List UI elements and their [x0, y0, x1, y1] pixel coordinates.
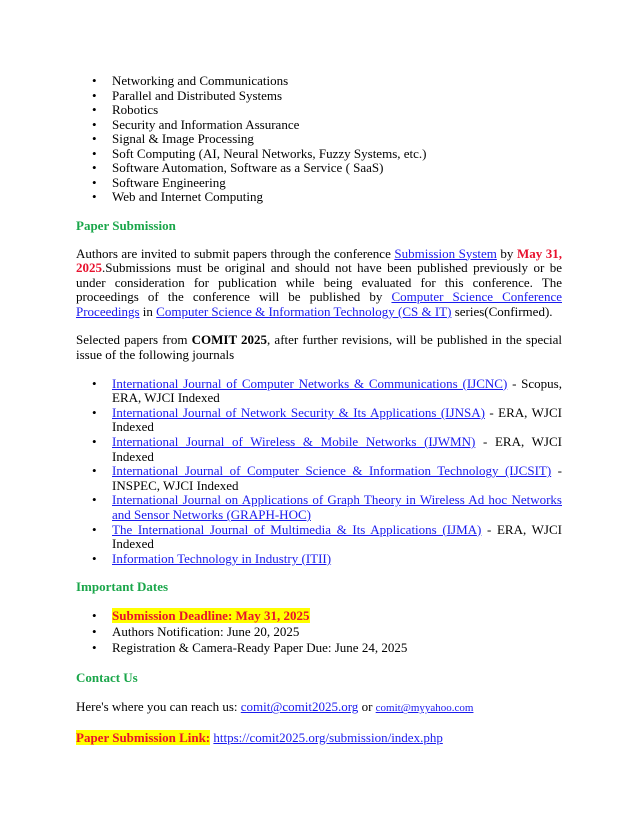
deadline-text: May 31, 2025	[76, 245, 563, 276]
journal-link[interactable]: International Journal of Network Security & Its Applications (IJNSA)	[112, 404, 485, 420]
list-item: • Authors Notification: June 20, 2025	[112, 624, 562, 640]
list-item: • Security and Information Assurance	[112, 118, 562, 133]
text: , after further revisions, will be published in the special issue of the following journals	[76, 332, 563, 363]
proceedings-link[interactable]: Computer Science Conference Proceedings	[76, 289, 562, 319]
conference-name: COMIT 2025	[191, 332, 268, 348]
list-item: • Parallel and Distributed Systems	[112, 89, 562, 104]
list-item	[112, 377, 562, 406]
cs-it-series-link[interactable]: Computer Science & Information Technology (CS & IT)	[156, 303, 452, 319]
text: Authors are invited to submit papers through the conference	[76, 245, 395, 261]
text: .Submissions must be original and should not have been published previously or be under consideration for publication while being evaluated for this conference. The proceedings of the conference will be published by	[76, 260, 562, 305]
journal-link[interactable]: International Journal of Computer Science & Information Technology (IJCSIT)	[112, 463, 552, 479]
list-item: • Registration & Camera-Ready Paper Due: June 24, 2025	[112, 640, 562, 656]
text: in	[139, 303, 157, 319]
journal-link[interactable]: International Journal on Applications of Graph Theory in Wireless Ad hoc Networks and Sensor Networks (GRAPH-HOC)	[112, 492, 562, 522]
text: by	[496, 245, 517, 261]
list-item: • Software Engineering	[112, 176, 562, 191]
journal-link[interactable]: International Journal of Computer Networks & Communications (IJCNC)	[112, 375, 508, 391]
journal-index: - Scopus, ERA, WJCI Indexed	[112, 375, 562, 406]
list-item: • Networking and Communications	[112, 74, 562, 89]
submission-system-link[interactable]: Submission System	[394, 245, 497, 261]
text: Selected papers from	[76, 332, 192, 348]
submission-link-label: Paper Submission Link:	[76, 729, 211, 745]
list-item	[112, 523, 562, 552]
journal-index: - ERA, WJCI Indexed	[112, 404, 562, 435]
submission-paragraph	[76, 247, 562, 320]
selected-papers-paragraph	[76, 333, 562, 362]
text: Here's where you can reach us:	[76, 699, 241, 715]
list-item	[112, 608, 562, 624]
list-item: • Web and Internet Computing	[112, 190, 562, 205]
journal-link[interactable]: The International Journal of Multimedia & Its Applications (IJMA)	[112, 521, 482, 537]
journal-index: - INSPEC, WJCI Indexed	[112, 463, 562, 493]
contact-heading: Contact Us	[76, 670, 138, 686]
contact-paragraph	[76, 700, 562, 716]
journals-list	[76, 377, 562, 567]
list-item: • Software Automation, Software as a Service ( SaaS)	[112, 161, 562, 176]
dates-list	[76, 608, 562, 656]
email-link-primary[interactable]: comit@comit2025.org	[240, 699, 359, 715]
journal-link[interactable]: Information Technology in Industry (ITII)	[112, 550, 332, 566]
topics-list	[76, 74, 562, 205]
paper-submission-heading: Paper Submission	[76, 217, 176, 233]
important-dates-heading: Important Dates	[76, 579, 169, 595]
email-link-secondary[interactable]: comit@myyahoo.com	[375, 702, 474, 715]
list-item	[112, 435, 562, 464]
submission-deadline: Submission Deadline: May 31, 2025	[112, 608, 310, 624]
list-item	[112, 493, 562, 522]
list-item: • Signal & Image Processing	[112, 132, 562, 147]
journal-index: - ERA, WJCI Indexed	[112, 521, 562, 552]
text: series(Confirmed).	[451, 303, 553, 319]
journal-index: - ERA, WJCI Indexed	[112, 434, 562, 464]
list-item: • Soft Computing (AI, Neural Networks, Fuzzy Systems, etc.)	[112, 147, 562, 162]
list-item	[112, 406, 562, 435]
list-item: • Robotics	[112, 103, 562, 118]
journal-link[interactable]: International Journal of Wireless & Mobile Networks (IJWMN)	[112, 434, 476, 450]
text: or	[358, 699, 376, 715]
list-item	[112, 552, 562, 567]
submission-url-link[interactable]: https://comit2025.org/submission/index.php	[213, 729, 443, 745]
submission-link-paragraph	[76, 731, 562, 746]
list-item	[112, 464, 562, 493]
